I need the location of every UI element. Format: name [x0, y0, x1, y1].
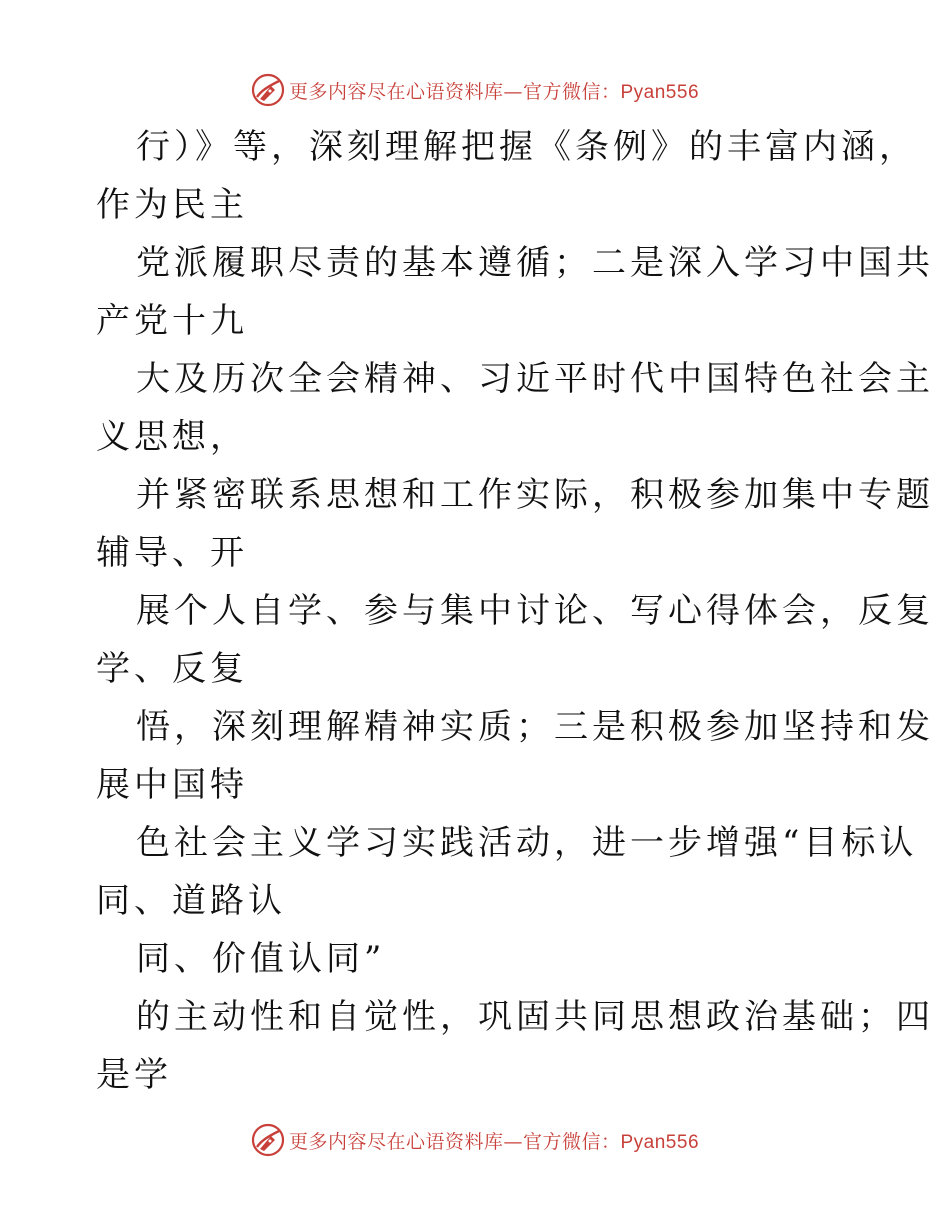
text-line: 行）》等，深刻理解把握《条例》的丰富内涵，: [136, 127, 917, 167]
header-banner: [0, 70, 950, 110]
pen-nib-logo-icon: [251, 1123, 285, 1157]
header-wechat-id: Pyan556: [620, 81, 700, 103]
text-line: 的主动性和自觉性，巩固共同思想政治基础；四: [136, 997, 934, 1037]
text-line: 作为民主: [96, 185, 248, 225]
footer-banner: [0, 1120, 950, 1160]
header-banner-text: 更多内容尽在心语资料库—官方微信：Pyan556: [288, 80, 700, 103]
text-line: 同、道路认: [96, 881, 286, 921]
text-line: 学、反复: [96, 649, 248, 689]
text-line: 展个人自学、参与集中讨论、写心得体会，反复: [136, 591, 934, 631]
text-line: 产党十九: [96, 301, 248, 341]
text-line: 同、价值认同”: [136, 939, 386, 979]
text-line: 大及历次全会精神、习近平时代中国特色社会主: [136, 359, 934, 399]
document-body: [96, 118, 934, 1104]
footer-wechat-id: Pyan556: [620, 1131, 700, 1153]
text-line: 悟，深刻理解精神实质；三是积极参加坚持和发: [136, 707, 934, 747]
text-line: 党派履职尽责的基本遵循；二是深入学习中国共: [136, 243, 934, 283]
text-line: 并紧密联系思想和工作实际，积极参加集中专题: [136, 475, 934, 515]
pen-nib-logo-icon: [251, 73, 285, 107]
text-line: 是学: [96, 1055, 172, 1095]
text-line: 展中国特: [96, 765, 248, 805]
text-line: 义思想，: [96, 417, 248, 457]
text-line: 色社会主义学习实践活动，进一步增强“目标认: [136, 823, 918, 863]
text-line: 辅导、开: [96, 533, 248, 573]
footer-banner-text: 更多内容尽在心语资料库—官方微信：Pyan556: [288, 1130, 700, 1153]
